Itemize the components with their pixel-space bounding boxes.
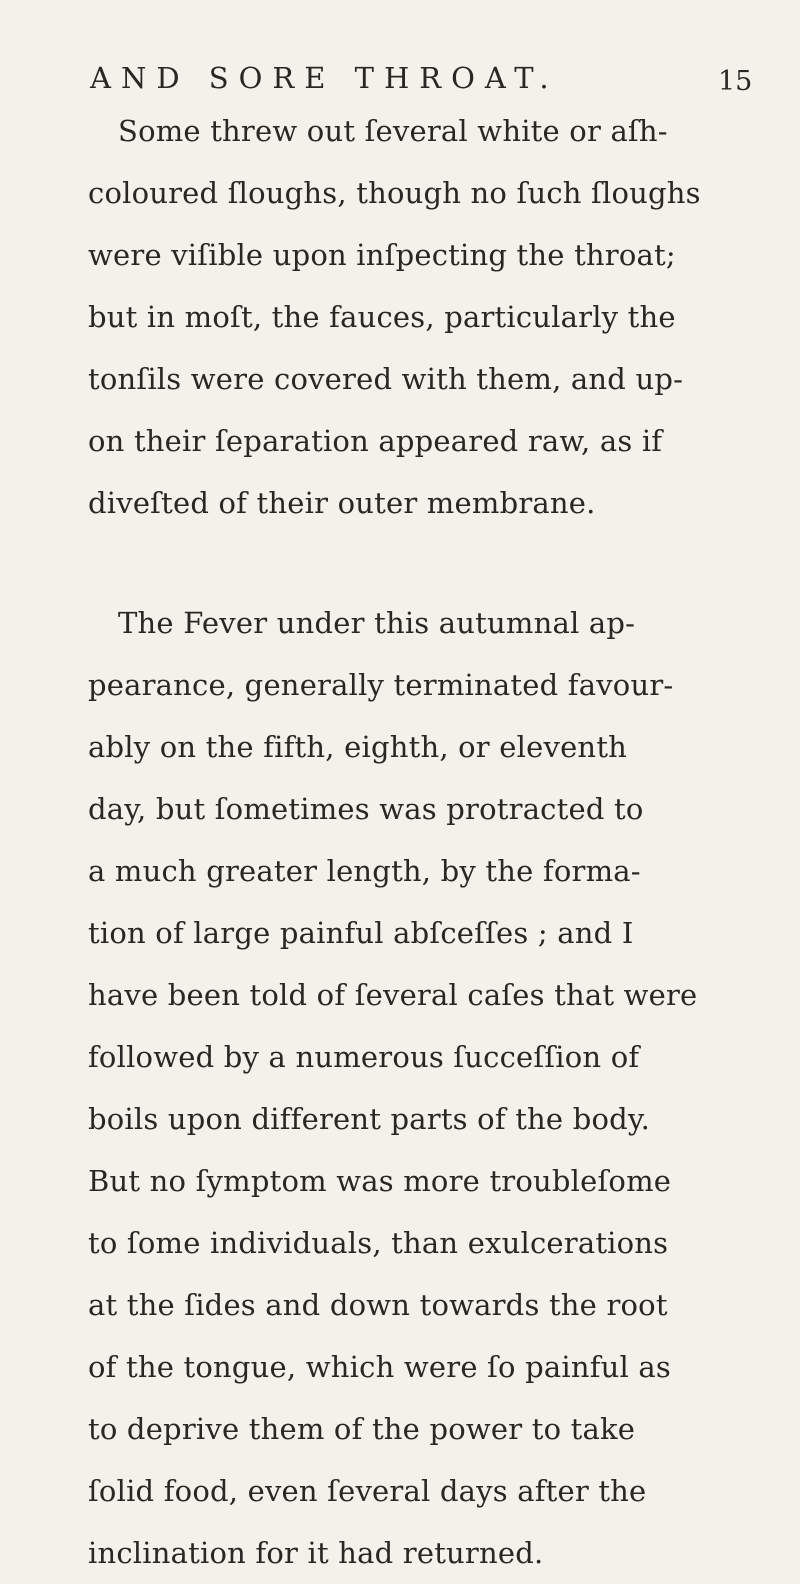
text-line: coloured ſloughs, though no ſuch ſloughs [88,176,701,210]
text-line: But no ſymptom was more troubleſome [88,1164,672,1198]
text-line: to ſome individuals, than exulcerations [88,1226,669,1260]
text-line: at the ſides and down towards the root [88,1288,668,1322]
paragraph-1 [88,100,758,534]
text-line: ſolid food, even ſeveral days after the [88,1474,647,1508]
paragraph-2 [88,592,758,1584]
text-line: to deprive them of the power to take [88,1412,636,1446]
text-line: day, but ſometimes was protracted to [88,792,644,826]
text-line: tion of large painful abſceſſes ; and I [88,916,634,950]
text-line: boils upon different parts of the body. [88,1102,651,1136]
text-line: diveſted of their outer membrane. [88,486,596,520]
text-line: were viſible upon inſpecting the throat; [88,238,676,272]
text-line: on their ſeparation appeared raw, as if [88,424,663,458]
text-line: followed by a numerous ſucceſſion of [88,1040,640,1074]
text-line: but in moſt, the fauces, particularly the [88,300,676,334]
text-line: have been told of ſeveral caſes that were [88,978,698,1012]
text-line: a much greater length, by the forma- [88,854,641,888]
text-line: of the tongue, which were ſo painful as [88,1350,671,1384]
running-head: AND SORE THROAT. [90,61,559,95]
paragraph-gap [88,534,758,592]
body-text [88,100,758,1584]
page-number: 15 [718,66,753,97]
text-line: inclination for it had returned. [88,1536,544,1570]
text-line: Some threw out ſeveral white or aſh- [118,114,668,148]
text-line: pearance, generally terminated favour- [88,668,674,702]
text-line: ably on the fifth, eighth, or eleventh [88,730,628,764]
text-line: tonſils were covered with them, and up- [88,362,684,396]
text-line: The Fever under this autumnal ap- [118,606,636,640]
